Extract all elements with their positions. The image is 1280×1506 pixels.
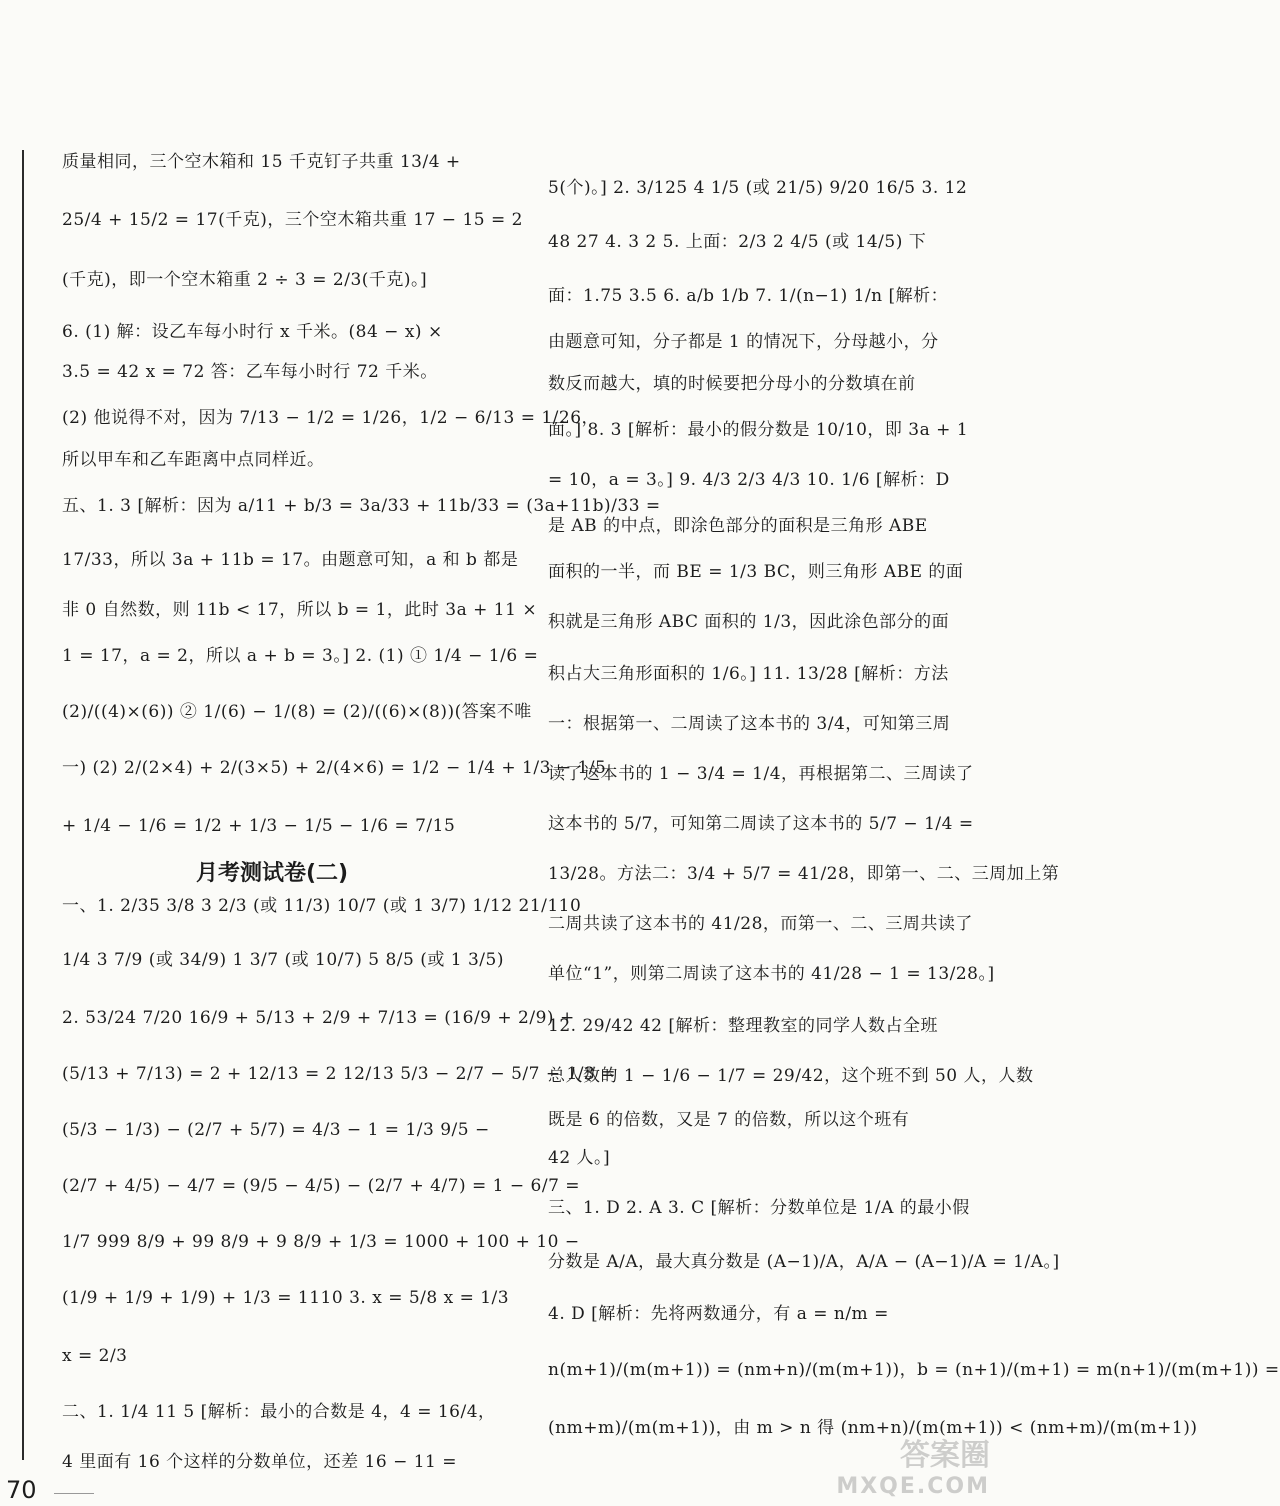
watermark: [720, 1430, 990, 1500]
text-line: 积就是三角形 ABC 面积的 1/3，因此涂色部分的面: [548, 612, 950, 632]
text-line: 分数是 A/A，最大真分数是 (A−1)/A，A/A − (A−1)/A = 1/A。]: [548, 1252, 1060, 1272]
text-line: 数反而越大，填的时候要把分母小的分数填在前: [548, 374, 916, 394]
text-line: (2) 他说得不对，因为 7/13 − 1/2 = 1/26，1/2 − 6/13 = 1/26，: [62, 408, 600, 428]
text-line: 6. (1) 解：设乙车每小时行 x 千米。(84 − x) ×: [62, 322, 443, 342]
text-line: 12. 29/42 42 [解析：整理教室的同学人数占全班: [548, 1016, 939, 1036]
text-line: 4 里面有 16 个这样的分数单位，还差 16 − 11 =: [62, 1452, 458, 1472]
text-line: (千克)，即一个空木箱重 2 ÷ 3 = 2/3(千克)。]: [62, 270, 428, 290]
column-rule: [22, 150, 24, 1460]
text-line: 所以甲车和乙车距离中点同样近。: [62, 450, 325, 470]
text-line: 面：1.75 3.5 6. a/b 1/b 7. 1/(n−1) 1/n [解析：: [548, 286, 949, 306]
text-line: 5(个)。] 2. 3/125 4 1/5 (或 21/5) 9/20 16/5 3. 12: [548, 178, 968, 198]
text-line: (2/7 + 4/5) − 4/7 = (9/5 − 4/5) − (2/7 + 4/7) = 1 − 6/7 =: [62, 1176, 581, 1196]
text-line: 单位“1”，则第二周读了这本书的 41/28 − 1 = 13/28。]: [548, 964, 995, 984]
text-line: 是 AB 的中点，即涂色部分的面积是三角形 ABE: [548, 516, 928, 536]
text-line: 一) (2) 2/(2×4) + 2/(3×5) + 2/(4×6) = 1/2 − 1/4 + 1/3 − 1/5: [62, 758, 607, 778]
text-line: 3.5 = 42 x = 72 答：乙车每小时行 72 千米。: [62, 362, 438, 382]
text-line: 1 = 17，a = 2，所以 a + b = 3。] 2. (1) ① 1/4 − 1/6 =: [62, 646, 539, 666]
page-number: 70: [6, 1476, 37, 1504]
text-line: 一：根据第一、二周读了这本书的 3/4，可知第三周: [548, 714, 951, 734]
text-line: + 1/4 − 1/6 = 1/2 + 1/3 − 1/5 − 1/6 = 7/15: [62, 816, 456, 836]
text-line: 13/28。方法二：3/4 + 5/7 = 41/28，即第一、二、三周加上第: [548, 864, 1060, 884]
text-line: 42 人。]: [548, 1148, 611, 1168]
text-line: 二、1. 1/4 11 5 [解析：最小的合数是 4，4 = 16/4，: [62, 1402, 496, 1422]
text-line: 17/33，所以 3a + 11b = 17。由题意可知，a 和 b 都是: [62, 550, 519, 570]
page-number-rule: [54, 1493, 94, 1494]
text-line: 面积的一半，而 BE = 1/3 BC，则三角形 ABE 的面: [548, 562, 964, 582]
text-line: 非 0 自然数，则 11b < 17，所以 b = 1，此时 3a + 11 ×: [62, 600, 538, 620]
text-line: 25/4 + 15/2 = 17(千克)，三个空木箱共重 17 − 15 = 2: [62, 210, 523, 230]
text-line: 总人数的 1 − 1/6 − 1/7 = 29/42，这个班不到 50 人，人数: [548, 1066, 1034, 1086]
text-line: (1/9 + 1/9 + 1/9) + 1/3 = 1110 3. x = 5/8 x = 1/3: [62, 1288, 510, 1308]
text-line: 4. D [解析：先将两数通分，有 a = n/m =: [548, 1304, 889, 1324]
text-line: 这本书的 5/7，可知第二周读了这本书的 5/7 − 1/4 =: [548, 814, 974, 834]
text-line: 五、1. 3 [解析：因为 a/11 + b/3 = 3a/33 + 11b/33 = (3a+11b)/33 =: [62, 496, 661, 516]
text-line: 48 27 4. 3 2 5. 上面：2/3 2 4/5 (或 14/5) 下: [548, 232, 927, 252]
watermark-cn: 答案圈: [900, 1438, 990, 1473]
text-line: 质量相同，三个空木箱和 15 千克钉子共重 13/4 +: [62, 152, 461, 172]
text-line: (5/3 − 1/3) − (2/7 + 5/7) = 4/3 − 1 = 1/3 9/5 −: [62, 1120, 490, 1140]
text-line: n(m+1)/(m(m+1)) = (nm+n)/(m(m+1))，b = (n+1)/(m+1) = m(n+1)/(m(m+1)) =: [548, 1360, 1280, 1380]
text-line: 一、1. 2/35 3/8 3 2/3 (或 11/3) 10/7 (或 1 3/7) 1/12 21/110: [62, 896, 582, 916]
text-line: 积占大三角形面积的 1/6。] 11. 13/28 [解析：方法: [548, 664, 949, 684]
text-line: 三、1. D 2. A 3. C [解析：分数单位是 1/A 的最小假: [548, 1198, 970, 1218]
text-line: (2)/((4)×(6)) ② 1/(6) − 1/(8) = (2)/((6)×(8))(答案不唯: [62, 702, 532, 722]
text-line: (5/13 + 7/13) = 2 + 12/13 = 2 12/13 5/3 − 2/7 − 5/7 − 1/3 =: [62, 1064, 616, 1084]
text-line: 2. 53/24 7/20 16/9 + 5/13 + 2/9 + 7/13 = (16/9 + 2/9) +: [62, 1008, 575, 1028]
text-line: 1/7 999 8/9 + 99 8/9 + 9 8/9 + 1/3 = 1000 + 100 + 10 −: [62, 1232, 580, 1252]
text-line: (nm+m)/(m(m+1))，由 m > n 得 (nm+n)/(m(m+1)) < (nm+m)/(m(m+1)): [548, 1418, 1198, 1438]
text-line: 1/4 3 7/9 (或 34/9) 1 3/7 (或 10/7) 5 8/5 (或 1 3/5): [62, 950, 504, 970]
text-line: 由题意可知，分子都是 1 的情况下，分母越小，分: [548, 332, 939, 352]
text-line: 二周共读了这本书的 41/28，而第一、二、三周共读了: [548, 914, 973, 934]
text-line: = 10，a = 3。] 9. 4/3 2/3 4/3 10. 1/6 [解析：D: [548, 470, 950, 490]
text-line: x = 2/3: [62, 1346, 128, 1366]
text-line: 既是 6 的倍数，又是 7 的倍数，所以这个班有: [548, 1110, 910, 1130]
text-line: 面。] 8. 3 [解析：最小的假分数是 10/10，即 3a + 1: [548, 420, 969, 440]
watermark-en: MXQE.COM: [836, 1474, 990, 1499]
text-line: 读了这本书的 1 − 3/4 = 1/4，再根据第二、三周读了: [548, 764, 974, 784]
section-title: 月考测试卷(二): [195, 861, 349, 886]
